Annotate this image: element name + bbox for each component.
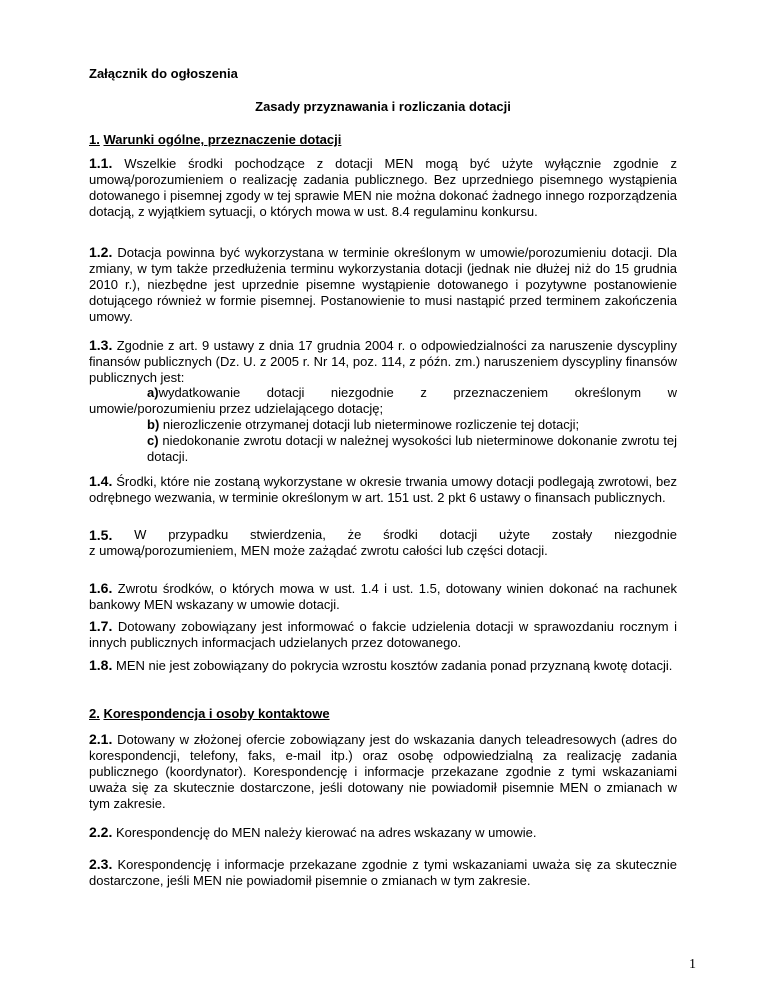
list-item-a [89, 385, 677, 417]
paragraph-1-5-word: zostały [551, 527, 593, 542]
section-1-heading [89, 132, 677, 148]
paragraph-1-5-word: środki [383, 527, 418, 542]
paragraph-1-5-word: że [347, 527, 362, 542]
list-item-b-text: nierozliczenie otrzymanej dotacji lub nieterminowe rozliczenie tej dotacji; [162, 417, 580, 432]
paragraph-1-6-text: Zwrotu środków, o których mowa w ust. 1.4 i ust. 1.5, dotowany winien dokonać na rachunek bankowy MEN wskazany w umowie dotacji. [89, 581, 677, 612]
list-item-c [89, 433, 677, 465]
paragraph-2-3-text: Korespondencję i informacje przekazane zgodnie z tymi wskazaniami uważa się za skutecznie dostarczone, jeśli MEN nie powiadomił pisemnie o zmianach w tym zakresie. [89, 857, 677, 888]
paragraph-1-6-number: 1.6. [89, 580, 113, 596]
list-item-a-word: niezgodnie [330, 385, 394, 400]
list-item-a-word: w [667, 385, 677, 400]
paragraph-1-5-word: W [134, 527, 147, 542]
section-1-number: 1. [89, 132, 100, 147]
attachment-label: Załącznik do ogłoszenia [89, 66, 238, 81]
paragraph-1-1 [89, 155, 677, 220]
paragraph-2-2-number: 2.2. [89, 824, 113, 840]
list-item-a-line [89, 385, 677, 401]
paragraph-1-5-continuation: z umową/porozumieniem, MEN może zażądać zwrotu całości lub części dotacji. [89, 543, 548, 558]
page-number: 1 [689, 957, 696, 972]
paragraph-1-5-word: niezgodnie [614, 527, 677, 542]
paragraph-2-2-text: Korespondencję do MEN należy kierować na adres wskazany w umowie. [115, 825, 537, 840]
paragraph-1-8-number: 1.8. [89, 657, 113, 673]
paragraph-1-8 [89, 657, 677, 674]
paragraph-1-5-line [89, 527, 677, 543]
list-item-c-text: niedokonanie zwrotu dotacji w należnej wysokości lub nieterminowe dokonanie zwrotu tej dotacji. [147, 433, 677, 464]
list-item-b [89, 417, 677, 433]
section-1-title: Warunki ogólne, przeznaczenie dotacji [103, 132, 342, 147]
list-item-a-label: a) [147, 385, 159, 400]
paragraph-1-5 [89, 527, 677, 559]
paragraph-1-6 [89, 580, 677, 613]
paragraph-1-3-number: 1.3. [89, 337, 113, 353]
paragraph-2-1 [89, 731, 677, 812]
paragraph-2-3-number: 2.3. [89, 856, 113, 872]
paragraph-1-4-text: Środki, które nie zostaną wykorzystane w okresie trwania umowy dotacji podlegają zwrotowi, bez odrębnego wezwania, w terminie określonym w art. 151 ust. 2 pkt 6 ustawy o finansach publicznych. [89, 474, 677, 505]
paragraph-1-4-number: 1.4. [89, 473, 113, 489]
paragraph-2-2 [89, 824, 677, 841]
paragraph-1-7 [89, 618, 677, 651]
paragraph-1-7-text: Dotowany zobowiązany jest informować o fakcie udzielenia dotacji w sprawozdaniu rocznym i innych publicznych informacjach udzielanych przez dotowanego. [89, 619, 677, 650]
section-2-heading [89, 706, 677, 722]
paragraph-1-3-text: Zgodnie z art. 9 ustawy z dnia 17 grudnia 2004 r. o odpowiedzialności za naruszenie dyscypliny finansów publicznych (Dz. U. z 2005 r. Nr 14, poz. 114, z późn. zm.) naruszeniem dyscypliny finansów publicznych jest: [89, 338, 677, 385]
paragraph-1-5-word: dotacji [439, 527, 478, 542]
list-item-a-word: przeznaczeniem [453, 385, 549, 400]
paragraph-1-2-text: Dotacja powinna być wykorzystana w terminie określonym w umowie/porozumieniu dotacji. Dla zmiany, w tym także przedłużenia terminu wykorzystania dotacji (jednak nie dłużej niż do 15 grudnia 2010 r.), niezbędne jest uprzednie pisemne wystąpienie dotowanego i pozytywne postanowienie dotującego również w formie pisemnej. Postanowienie to musi nastąpić przed terminem zakończenia umowy. [89, 245, 677, 324]
list-item-a-word: z [420, 385, 427, 400]
section-2-number: 2. [89, 706, 100, 721]
paragraph-2-1-text: Dotowany w złożonej ofercie zobowiązany jest do wskazania danych teleadresowych (adres do korespondencji, telefony, faks, e-mail itp.) oraz osobę odpowiedzialną za realizację zadania publicznego (koordynator). Korespondencję i informacje przekazane zgodnie z tymi wskazaniami uważa się za skutecznie dostarczone, jeśli dotowany nie powiadomił pisemnie MEN o zmianach w tym zakresie. [89, 732, 677, 811]
list-item-a-word: wydatkowanie [158, 385, 241, 400]
paragraph-2-3 [89, 856, 677, 889]
list-item-c-label: c) [147, 433, 159, 448]
paragraph-1-7-number: 1.7. [89, 618, 113, 634]
paragraph-1-5-word: przypadku [168, 527, 229, 542]
list-item-a-word: określonym [574, 385, 642, 400]
list-item-a-continuation: umowie/porozumieniu przez udzielającego dotację; [89, 401, 384, 416]
list-item-a-word: dotacji [266, 385, 305, 400]
paragraph-1-1-number: 1.1. [89, 155, 113, 171]
paragraph-1-5-number: 1.5. [89, 527, 113, 543]
document-title: Zasady przyznawania i rozliczania dotacji [255, 99, 511, 114]
paragraph-1-1-text: Wszelkie środki pochodzące z dotacji MEN mogą być użyte wyłącznie zgodnie z umową/porozumieniem o realizację zadania publicznego. Bez uprzedniego pisemnego wystąpienia dotowanego i pisemnej zgody w tej sprawie MEN nie można dokonać żadnego innego rozporządzenia dotacją, z wyjątkiem sytuacji, o których mowa w ust. 8.4 regulaminu konkursu. [89, 156, 677, 219]
paragraph-1-3 [89, 337, 677, 386]
paragraph-1-8-text: MEN nie jest zobowiązany do pokrycia wzrostu kosztów zadania ponad przyznaną kwotę dotacji. [115, 658, 673, 673]
paragraph-1-5-word: użyte [498, 527, 531, 542]
section-2-title: Korespondencja i osoby kontaktowe [103, 706, 330, 721]
list-item-b-label: b) [147, 417, 160, 432]
paragraph-1-2 [89, 244, 677, 325]
paragraph-1-4 [89, 473, 677, 506]
paragraph-1-2-number: 1.2. [89, 244, 113, 260]
paragraph-1-5-word: stwierdzenia, [249, 527, 326, 542]
paragraph-2-1-number: 2.1. [89, 731, 113, 747]
